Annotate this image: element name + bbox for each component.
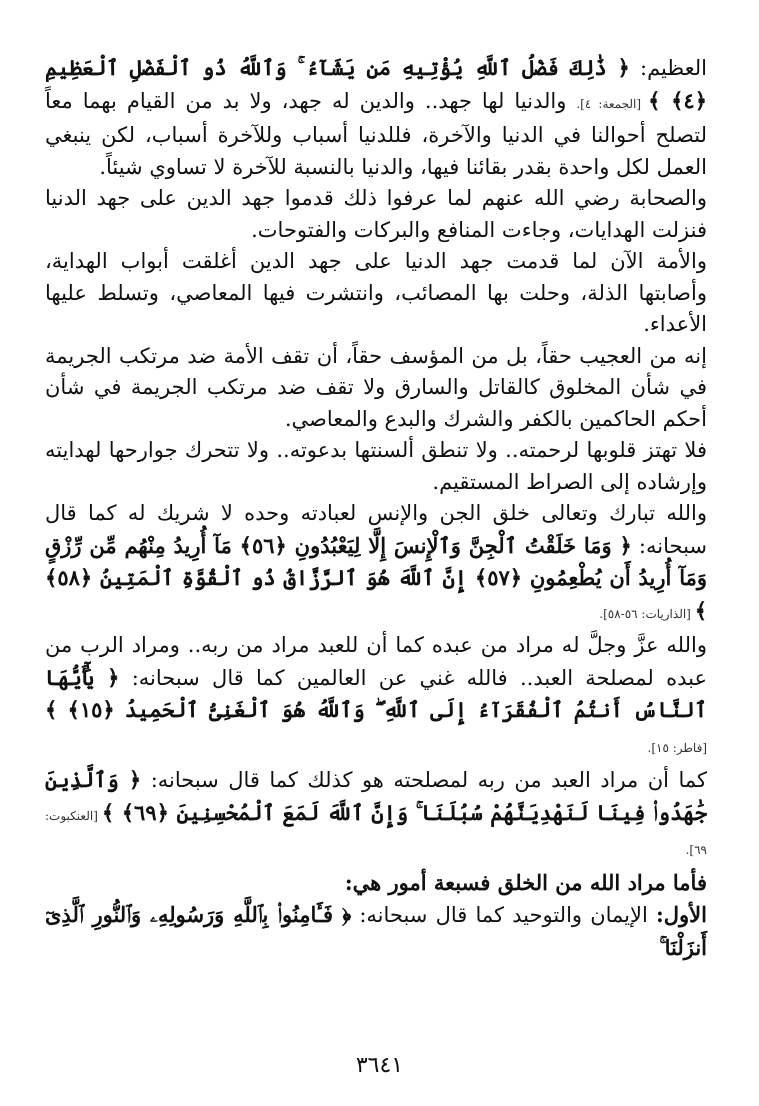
paragraph — [45, 764, 707, 867]
verse-reference: [الجمعة: ٤]. — [576, 96, 649, 111]
verse-reference: [العنكبوت: ٦٩]. — [45, 808, 707, 857]
verse-reference: [الذاريات: ٥٦-٥٨]. — [599, 606, 695, 621]
body-sentence: والله عزَّ وجلَّ له مراد من عبده كما أن للعبد مراد من ربه.. ومراد الرب من عبده لمصلحة العبد.. فالله غني عن العالمين كما قال سبحانه: — [45, 633, 707, 690]
body-sentence: والصحابة رضي الله عنهم لما عرفوا ذلك قدموا جهد الدين على جهد الدنيا فنزلت الهدايات، وجاءت المنافع والبركات والفتوحات. — [45, 186, 707, 242]
body-sentence: والدنيا لها جهد.. والدين له جهد، ولا بد من القيام بهما معاً لتصلح أحوالنا في الدنيا والآخرة، فللدنيا أسباب وللآخرة أسباب، لكن ينبغي العمل لكل واحدة بقدر بقائنا فيها، والدنيا بالنسبة للآخرة لا تساوي شيئاً. — [45, 88, 707, 179]
body-sentence: كما أن مراد العبد من ربه لمصلحته هو كذلك كما قال سبحانه: — [141, 768, 707, 792]
quran-verse: ﴿ وَٱلَّذِينَ جَٰهَدُوا۟ فِينَا لَنَهْدِيَنَّهُمْ سُبُلَنَا ۚ وَإِنَّ ٱللَّهَ لَمَعَ ٱلْمُحْسِنِينَ ﴿٦٩﴾ ﴾ — [45, 767, 707, 825]
body-sentence: والأمة الآن لما قدمت جهد الدنيا على جهد الدين أغلقت أبواب الهداية، وأصابتها الذلة، وحلت بها المصائب، وانتشرت فيها المعاصي، وتسلط عليها الأعداء. — [45, 249, 707, 336]
paragraph — [45, 435, 707, 498]
quran-verse: ﴿ ذَٰلِكَ فَضْلُ ٱللَّهِ يُؤْتِيهِ مَن يَشَآءُ ۚ وَٱللَّهُ ذُو ٱلْفَضْلِ ٱلْعَظِيمِ ﴿٤﴾ ﴾ — [45, 55, 707, 113]
verse-reference: [فاطر: ١٥]. — [647, 740, 707, 755]
page-number: ٣٦٤١ — [355, 1053, 404, 1078]
quran-verse: ﴿ فَـَٔامِنُوا۟ بِٱللَّهِ وَرَسُولِهِۦ وَٱلنُّورِ ٱلَّذِىٓ أَنزَلْنَا ۚ — [45, 902, 707, 960]
body-sentence: إنه من العجيب حقاً، بل من المؤسف حقاً، أن تقف الأمة ضد مرتكب الجريمة في شأن المخلوق كالقاتل والسارق ولا تقف ضد مرتكب الجريمة في شأن أحكم الحاكمين بالكفر والشرك والبدع والمعاصي. — [45, 343, 707, 431]
body-sentence: الإيمان والتوحيد كما قال سبحانه: — [351, 903, 657, 927]
paragraph — [45, 246, 707, 341]
body-text — [45, 52, 707, 964]
body-sentence: فلا تهتز قلوبها لرحمته.. ولا تنطق ألسنتها بدعوته.. ولا تتحرك جوارحها لهدايته وإرشاده إلى الصراط المستقيم. — [45, 438, 707, 494]
paragraph — [45, 498, 707, 630]
body-sentence: العظيم: — [629, 56, 707, 80]
quran-verse: ﴿ وَمَا خَلَقْتُ ٱلْجِنَّ وَٱلْإِنسَ إِلَّا لِيَعْبُدُونِ ﴿٥٦﴾ مَآ أُرِيدُ مِنْهُم مِّن رِّزْقٍ وَمَآ أُرِيدُ أَن يُطْعِمُونِ ﴿٥٧﴾ إِنَّ ٱللَّهَ هُوَ ٱلرَّزَّاقُ ذُو ٱلْقُوَّةِ ٱلْمَتِينُ ﴿٥٨﴾ ﴾ — [45, 532, 707, 623]
paragraph — [45, 341, 707, 436]
paragraph — [45, 899, 707, 964]
paragraph — [45, 52, 707, 183]
bold-text: الأول: — [656, 902, 707, 927]
paragraph — [45, 630, 707, 764]
paragraph — [45, 183, 707, 246]
quran-verse: ﴿ يَٰٓأَيُّهَا ٱلنَّاسُ أَنتُمُ ٱلْفُقَرَآءُ إِلَى ٱللَّهِ ۖ وَٱللَّهُ هُوَ ٱلْغَنِىُّ ٱلْحَمِيدُ ﴿١٥﴾ ﴾ — [45, 664, 707, 722]
paragraph — [45, 867, 707, 900]
body-sentence: والله تبارك وتعالى خلق الجن والإنس لعبادته وحده لا شريك له كما قال سبحانه: — [45, 501, 708, 558]
bold-text: فأما مراد الله من الخلق فسبعة أمور هي: — [344, 869, 707, 895]
